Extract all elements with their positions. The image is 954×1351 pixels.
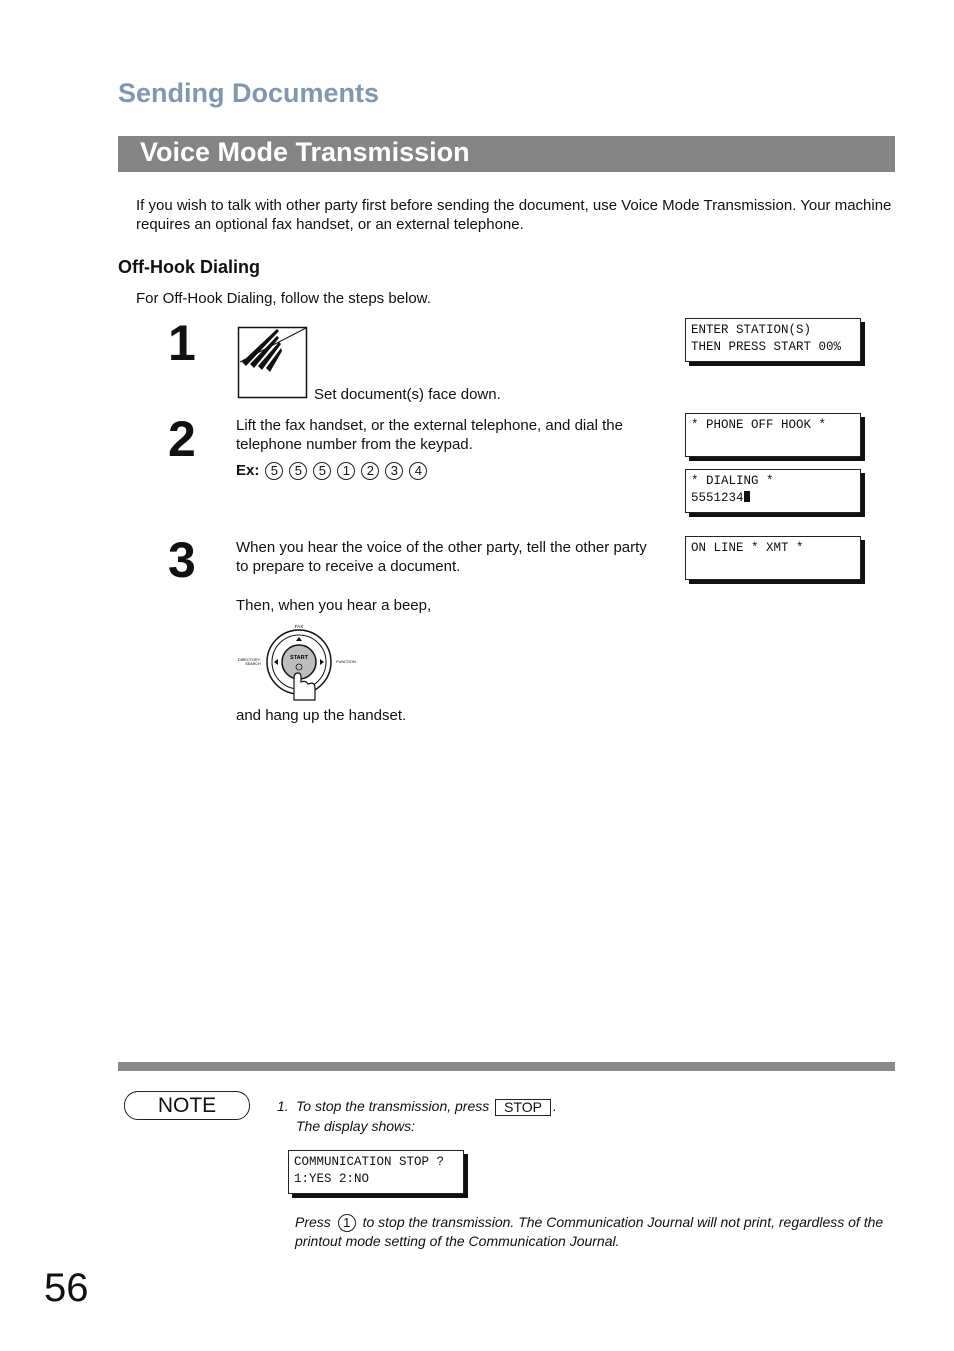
start-label: START [290, 655, 308, 661]
lcd-display-note [288, 1150, 464, 1194]
note-line-1 [296, 1097, 557, 1116]
note-item-number: 1. [277, 1098, 289, 1114]
key-4: 4 [409, 462, 427, 480]
step-1-number: 1 [168, 315, 196, 371]
key-5: 5 [313, 462, 331, 480]
lcd-line-2: THEN PRESS START 00% [691, 340, 842, 354]
lcd-line-1: * DIALING * [691, 474, 774, 488]
lcd-line-1: ON LINE * XMT * [691, 541, 804, 555]
note-line-1-text: To stop the transmission, press [296, 1098, 490, 1114]
search-label: SEARCH [245, 662, 261, 666]
step-2-text: Lift the fax handset, or the external telephone, and dial the telephone number from the keypad. [236, 417, 623, 453]
section-title: Sending Documents [118, 78, 380, 108]
cursor-block-icon [744, 491, 750, 502]
document-face-down-icon [237, 326, 309, 400]
lcd-display-step-1 [685, 318, 861, 362]
example-label: Ex: [236, 462, 260, 479]
directory-label: DIRECTORY [237, 658, 261, 662]
key-5: 5 [265, 462, 283, 480]
press-pre: Press [295, 1214, 331, 1230]
note-press-text [295, 1213, 895, 1251]
lcd-display-step-2b [685, 469, 861, 513]
step-3-text-3: and hang up the handset. [236, 707, 407, 724]
step-2-example [236, 461, 433, 480]
intro-paragraph: If you wish to talk with other party first before sending the document, use Voice Mode Transmission. Your machine requires an optional fax handset, or an external telephone. [136, 197, 892, 233]
step-3-number: 3 [168, 532, 196, 588]
lcd-line-2: 1:YES 2:NO [294, 1172, 370, 1186]
press-post: to stop the transmission. The Communication Journal will not print, regardless of the printout mode setting of the Communication Journal. [295, 1214, 884, 1250]
lcd-line-1: * PHONE OFF HOOK * [691, 418, 827, 432]
lcd-line-1: ENTER STATION(S) [691, 323, 812, 337]
page-title: Voice Mode Transmission [140, 137, 470, 167]
step-2-number: 2 [168, 411, 196, 467]
note-line-1-post: . [553, 1098, 557, 1114]
function-label: FUNCTION [336, 660, 356, 664]
lcd-display-step-3 [685, 536, 861, 580]
key-1: 1 [337, 462, 355, 480]
lcd-display-step-2a [685, 413, 861, 457]
start-button-panel-icon [236, 620, 360, 702]
key-1: 1 [338, 1214, 356, 1232]
page-number: 56 [44, 1266, 89, 1310]
step-3-text: When you hear the voice of the other party, tell the other party to prepare to receive a document. [236, 539, 647, 575]
lcd-line-2: 5551234 [691, 491, 744, 505]
note-line-2: The display shows: [296, 1118, 416, 1134]
page-title-bar [118, 136, 895, 172]
lcd-line-1: COMMUNICATION STOP ? [294, 1155, 445, 1169]
fax-label: FAX [294, 624, 304, 629]
subsection-lead: For Off-Hook Dialing, follow the steps below. [136, 290, 431, 307]
note-label: NOTE [124, 1091, 250, 1120]
step-3-text-2: Then, when you hear a beep, [236, 597, 432, 614]
key-3: 3 [385, 462, 403, 480]
stop-key: STOP [495, 1099, 551, 1116]
subsection-title: Off-Hook Dialing [118, 257, 260, 277]
key-5: 5 [289, 462, 307, 480]
step-1-text: Set document(s) face down. [314, 386, 501, 403]
key-2: 2 [361, 462, 379, 480]
note-separator [118, 1062, 895, 1071]
